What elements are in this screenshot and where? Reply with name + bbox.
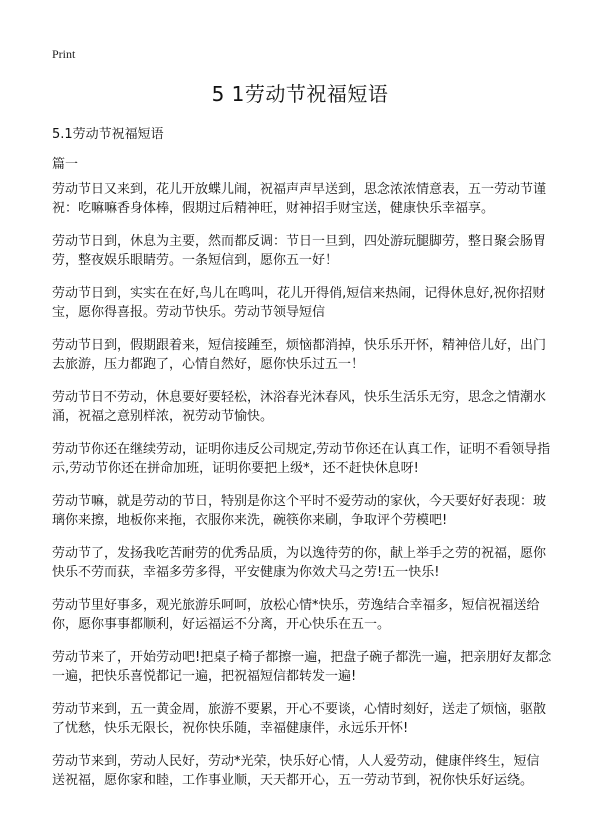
paragraph: 劳动节里好事多，观光旅游乐呵呵，放松心情*快乐，劳逸结合幸福多，短信祝福送给你，愿你事事都顺利，好运福运不分离，开心快乐在五一。 — [52, 598, 540, 632]
paragraph: 劳动节日到，休息为主要，然而都反调：节日一旦到，四处游玩腿脚劳，整日聚会肠胃劳，整夜娱乐眼睛劳。一条短信到，愿你五一好！ — [52, 234, 547, 268]
page-title: 5 1劳动节祝福短语 — [211, 82, 389, 106]
paragraph: 劳动节来到，五一黄金周，旅游不要累，开心不要谈，心情时刻好，送走了烦恼，驱散了忧愁，快乐无限长，祝你快乐随，幸福健康伴，永远乐开怀! — [52, 702, 547, 736]
paragraph: 劳动节来了，开始劳动吧!把桌子椅子都擦一遍，把盘子碗子都洗一遍，把亲朋好友都念一遍，把快乐喜悦都记一遍，把祝福短信都转发一遍! — [52, 650, 552, 684]
print-link[interactable]: Print — [52, 47, 76, 61]
paragraph: 劳动节日到，实实在在好,鸟儿在鸣叫，花儿开得俏,短信来热闹，记得休息好,祝你招财宝，愿你得喜报。劳动节快乐。劳动节领导短信 — [52, 286, 546, 320]
paragraph: 劳动节了，发扬我吃苦耐劳的优秀品质，为以逸待劳的你，献上举手之劳的祝福，愿你快乐不劳而获，幸福多劳多得，平安健康为你效犬马之劳!五一快乐! — [52, 546, 547, 580]
paragraph: 劳动节日又来到，花儿开放蝶儿闹，祝福声声早送到，思念浓浓情意表，五一劳动节谨祝：吃嘛嘛香身体棒，假期过后精神旺，财神招手财宝送，健康快乐幸福享。 — [52, 182, 547, 216]
paragraph: 劳动节来到，劳动人民好，劳动*光荣，快乐好心情，人人爱劳动，健康伴终生，短信送祝福，愿你家和睦，工作事业顺，天天都开心，五一劳动节到，祝你快乐好运绕。 — [52, 754, 540, 788]
paragraph: 劳动节嘛，就是劳动的节日，特别是你这个平时不爱劳动的家伙，今天要好好表现：玻璃你来擦，地板你来拖，衣服你来洗，碗筷你来刷，争取评个劳模吧! — [52, 494, 547, 528]
paragraph: 劳动节你还在继续劳动，证明你违反公司规定,劳动节你还在认真工作，证明不看领导指示,劳动节你还在拼命加班，证明你要把上级*，还不赶快休息呀! — [52, 442, 551, 476]
paragraph: 劳动节日不劳动，休息要好要轻松，沐浴春光沐春风，快乐生活乐无穷，思念之情潮水涌，祝福之意别样浓，祝劳动节愉快。 — [52, 390, 547, 424]
page-subtitle: 5.1劳动节祝福短语 — [52, 127, 164, 142]
paragraph: 劳动节日到，假期跟着来，短信接踵至，烦恼都消掉，快乐乐开怀，精神倍儿好，出门去旅游，压力都跑了，心情自然好，愿你快乐过五一！ — [52, 338, 547, 372]
article-body — [52, 180, 552, 804]
section-heading: 篇一 — [52, 157, 79, 172]
